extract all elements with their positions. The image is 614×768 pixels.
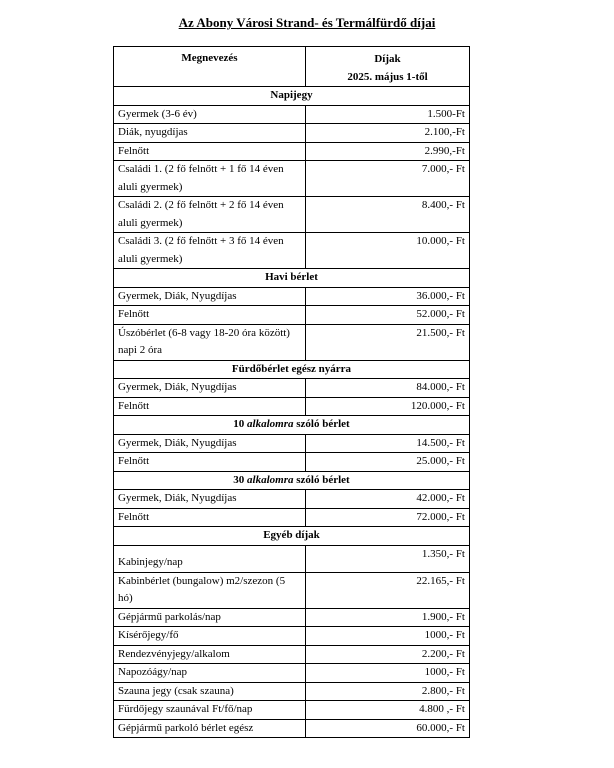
row-name: Családi 1. (2 fő felnőtt + 1 fő 14 éven aluli gyermek) [114, 161, 306, 197]
table-row [114, 664, 470, 683]
price-table [113, 46, 470, 738]
row-name: Gyermek, Diák, Nyugdíjas [114, 434, 306, 453]
row-name: Kísérőjegy/fő [114, 627, 306, 646]
row-price: 120.000,- Ft [306, 397, 470, 416]
table-row [114, 645, 470, 664]
header-price-label: Díjak [374, 53, 401, 65]
table-row [114, 434, 470, 453]
table-row [114, 608, 470, 627]
row-name: Felnőtt [114, 508, 306, 527]
row-price: 1.900,- Ft [306, 608, 470, 627]
table-row [114, 453, 470, 472]
row-price: 36.000,- Ft [306, 287, 470, 306]
table-row [114, 324, 470, 360]
row-price: 2.200,- Ft [306, 645, 470, 664]
table-row [114, 161, 470, 197]
section-title: Fürdőbérlet egész nyárra [114, 360, 470, 379]
table-row [114, 508, 470, 527]
row-name: Felnőtt [114, 453, 306, 472]
table-row [114, 142, 470, 161]
table-row [114, 233, 470, 269]
row-price: 21.500,- Ft [306, 324, 470, 360]
row-price: 52.000,- Ft [306, 306, 470, 325]
section-row [114, 416, 470, 435]
table-header-row [114, 47, 470, 87]
row-price: 1000,- Ft [306, 627, 470, 646]
row-name: Családi 2. (2 fő felnőtt + 2 fő 14 éven aluli gyermek) [114, 197, 306, 233]
row-name: Családi 3. (2 fő felnőtt + 3 fő 14 éven aluli gyermek) [114, 233, 306, 269]
table-row [114, 719, 470, 738]
row-price: 10.000,- Ft [306, 233, 470, 269]
row-price: 25.000,- Ft [306, 453, 470, 472]
section-row [114, 269, 470, 288]
header-price [306, 47, 470, 87]
row-price: 2.100,-Ft [306, 124, 470, 143]
section-title: 10 alkalomra szóló bérlet [114, 416, 470, 435]
section-row [114, 360, 470, 379]
row-name: Gyermek, Diák, Nyugdíjas [114, 379, 306, 398]
row-name: Szauna jegy (csak szauna) [114, 682, 306, 701]
section-title: Egyéb díjak [114, 527, 470, 546]
table-row [114, 105, 470, 124]
table-row [114, 124, 470, 143]
row-price: 84.000,- Ft [306, 379, 470, 398]
row-price: 1.350,- Ft [306, 545, 470, 572]
section-title: 30 alkalomra szóló bérlet [114, 471, 470, 490]
table-row [114, 287, 470, 306]
row-name: Napozóágy/nap [114, 664, 306, 683]
row-name: Gyermek, Diák, Nyugdíjas [114, 287, 306, 306]
row-price: 72.000,- Ft [306, 508, 470, 527]
row-price: 8.400,- Ft [306, 197, 470, 233]
row-name: Kabinjegy/nap [114, 545, 306, 572]
section-title: Havi bérlet [114, 269, 470, 288]
row-name: Felnőtt [114, 142, 306, 161]
table-row [114, 197, 470, 233]
row-price: 1.500-Ft [306, 105, 470, 124]
row-price: 2.800,- Ft [306, 682, 470, 701]
table-row [114, 379, 470, 398]
row-price: 22.165,- Ft [306, 572, 470, 608]
row-price: 7.000,- Ft [306, 161, 470, 197]
section-row [114, 471, 470, 490]
row-price: 1000,- Ft [306, 664, 470, 683]
table-row [114, 397, 470, 416]
row-price: 2.990,-Ft [306, 142, 470, 161]
row-name: Felnőtt [114, 397, 306, 416]
section-title: Napijegy [114, 87, 470, 106]
table-row [114, 701, 470, 720]
row-name: Diák, nyugdíjas [114, 124, 306, 143]
row-name: Felnőtt [114, 306, 306, 325]
row-price: 60.000,- Ft [306, 719, 470, 738]
row-name: Fürdőjegy szaunával Ft/fő/nap [114, 701, 306, 720]
header-name: Megnevezés [114, 47, 306, 87]
row-name: Rendezvényjegy/alkalom [114, 645, 306, 664]
row-price: 4.800 ,- Ft [306, 701, 470, 720]
table-row [114, 490, 470, 509]
row-name: Gépjármű parkoló bérlet egész [114, 719, 306, 738]
row-price: 14.500,- Ft [306, 434, 470, 453]
table-row [114, 682, 470, 701]
row-name: Gyermek (3-6 év) [114, 105, 306, 124]
section-row [114, 527, 470, 546]
row-name: Úszóbérlet (6-8 vagy 18-20 óra között) napi 2 óra [114, 324, 306, 360]
page-title: Az Abony Városi Strand- és Termálfürdő díjai [178, 15, 436, 30]
header-price-date: 2025. május 1-től [347, 71, 428, 83]
table-row [114, 306, 470, 325]
row-name: Gépjármű parkolás/nap [114, 608, 306, 627]
table-row [114, 627, 470, 646]
table-row [114, 572, 470, 608]
table-row [114, 545, 470, 572]
row-price: 42.000,- Ft [306, 490, 470, 509]
row-name: Gyermek, Diák, Nyugdíjas [114, 490, 306, 509]
row-name: Kabinbérlet (bungalow) m2/szezon (5 hó) [114, 572, 306, 608]
section-row [114, 87, 470, 106]
